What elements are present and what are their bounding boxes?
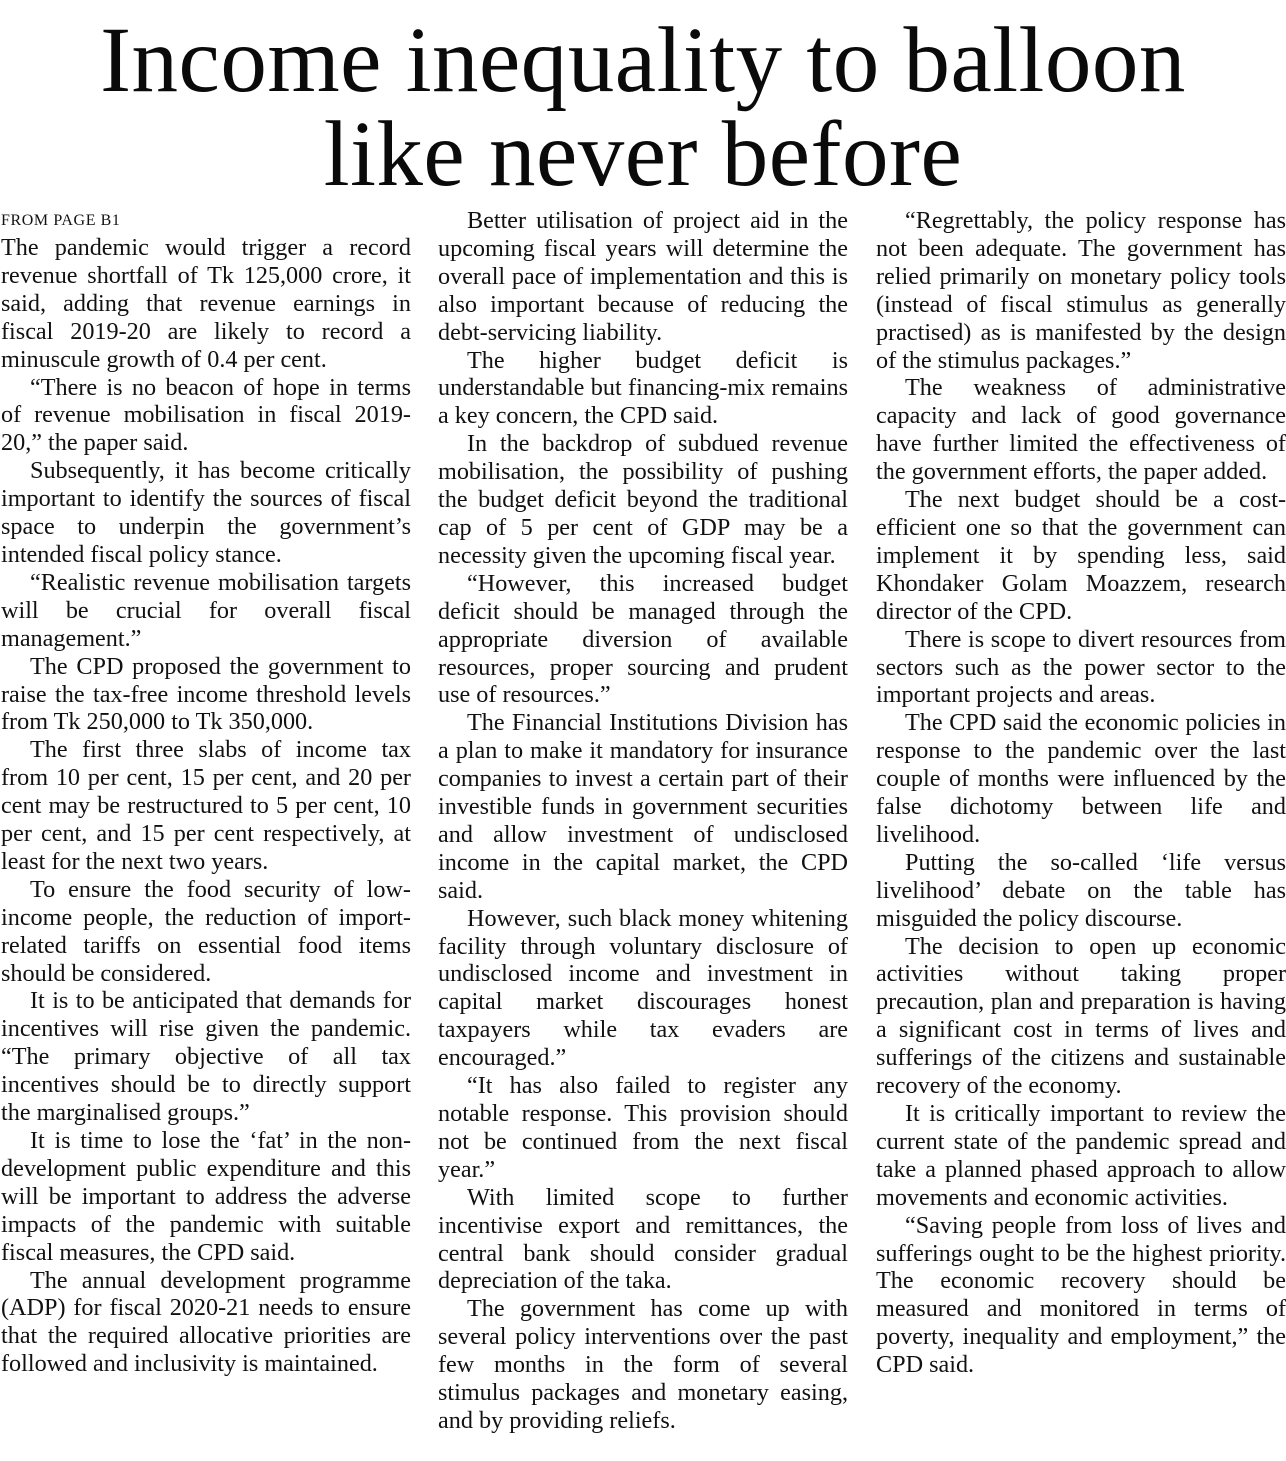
paragraph: Better utilisation of project aid in the upcoming fiscal years will determine the overall pace of implementation and this is also important because of reducing the debt-servicing liability. [438,207,848,346]
paragraph: The decision to open up economic activities without taking proper precaution, plan and preparation is having a significant cost in terms of lives and sufferings of the citizens and sustainable recovery of the economy. [876,932,1286,1100]
paragraph: There is scope to divert resources from sectors such as the power sector to the important projects and areas. [876,625,1286,709]
paragraph: The CPD said the economic policies in response to the pandemic over the last couple of months were influenced by the false dichotomy between life and livelihood. [876,709,1286,848]
paragraph: “Realistic revenue mobilisation targets will be crucial for overall fiscal management.” [1,568,411,652]
headline-line-1: Income inequality to balloon [100,9,1186,112]
paragraph: The weakness of administrative capacity and lack of good governance have further limited the effectiveness of the government efforts, the paper added. [876,374,1286,486]
paragraph: It is time to lose the ‘fat’ in the non-development public expenditure and this will be important to address the adverse impacts of the pandemic with suitable fiscal measures, the CPD said. [1,1127,411,1266]
paragraph: “Saving people from loss of lives and sufferings ought to be the highest priority. The economic recovery should be measured and monitored in terms of poverty, inequality and employment,” the CPD said. [876,1211,1286,1379]
paragraph: The government has come up with several policy interventions over the past few months in the form of several stimulus packages and monetary easing, and by providing reliefs. [438,1295,848,1434]
paragraph: The pandemic would trigger a record revenue shortfall of Tk 125,000 crore, it said, adding that revenue earnings in fiscal 2019-20 are likely to record a minuscule growth of 0.4 per cent. [1,234,411,373]
paragraph: The first three slabs of income tax from 10 per cent, 15 per cent, and 20 per cent may be restructured to 5 per cent, 10 per cent, and 15 per cent respectively, at least for the next two years. [1,736,411,875]
paragraph: The next budget should be a cost-efficient one so that the government can implement it by spending less, said Khondaker Golam Moazzem, research director of the CPD. [876,486,1286,625]
paragraph: “Regrettably, the policy response has not been adequate. The government has relied primarily on monetary policy tools (instead of fiscal stimulus as generally practised) as is manifested by the design of the stimulus packages.” [876,207,1286,374]
paragraph: “However, this increased budget deficit should be managed through the appropriate diversion of available resources, proper sourcing and prudent use of resources.” [438,569,848,709]
article-column-2 [438,207,848,1435]
paragraph: The annual development programme (ADP) for fiscal 2020-21 needs to ensure that the required allocative priorities are followed and inclusivity is maintained. [1,1266,411,1378]
paragraph: It is critically important to review the current state of the pandemic spread and take a planned phased approach to allow movements and economic activities. [876,1100,1286,1211]
article-headline [0,9,1286,206]
paragraph: With limited scope to further incentivise export and remittances, the central bank should consider gradual depreciation of the taka. [438,1183,848,1295]
paragraph: However, such black money whitening facility through voluntary disclosure of undisclosed income and investment in capital market discourages honest taxpayers while tax evaders are encouraged.” [438,904,848,1072]
paragraph: To ensure the food security of low-income people, the reduction of import-related tariffs on essential food items should be considered. [1,875,411,987]
paragraph: “There is no beacon of hope in terms of revenue mobilisation in fiscal 2019-20,” the paper said. [1,373,411,457]
paragraph: The CPD proposed the government to raise the tax-free income threshold levels from Tk 250,000 to Tk 350,000. [1,652,411,736]
article-column-1 [1,207,411,1378]
paragraph: Subsequently, it has become critically important to identify the sources of fiscal space to underpin the government’s intended fiscal policy stance. [1,457,411,568]
paragraph: The higher budget deficit is understandable but financing-mix remains a key concern, the CPD said. [438,346,848,430]
paragraph: “It has also failed to register any notable response. This provision should not be continued from the next fiscal year.” [438,1072,848,1183]
paragraph: In the backdrop of subdued revenue mobilisation, the possibility of pushing the budget deficit beyond the traditional cap of 5 per cent of GDP may be a necessity given the upcoming fiscal year. [438,430,848,569]
page-jump-kicker: FROM PAGE B1 [1,212,121,229]
paragraph: It is to be anticipated that demands for incentives will rise given the pandemic. “The primary objective of all tax incentives should be to directly support the marginalised groups.” [1,987,411,1127]
article-column-3 [876,207,1286,1379]
headline-line-2: like never before [323,103,963,206]
paragraph: The Financial Institutions Division has a plan to make it mandatory for insurance companies to invest a certain part of their investible funds in government securities and allow investment of undisclosed income in the capital market, the CPD said. [438,709,848,904]
paragraph: Putting the so-called ‘life versus livelihood’ debate on the table has misguided the policy discourse. [876,848,1286,932]
